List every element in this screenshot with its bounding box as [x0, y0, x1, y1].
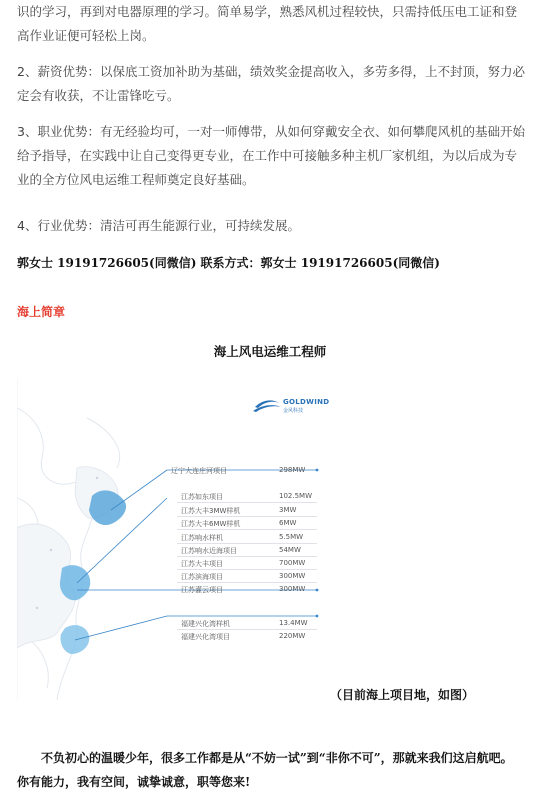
project-capacity: 298MW	[279, 466, 306, 474]
row-divider	[177, 516, 317, 517]
project-name: 江苏灌云项目	[181, 586, 223, 594]
closing-line-1: 不负初心的温暖少年，很多工作都是从“不妨一试”到“非你不可”，那就来我们这启航吧。	[41, 751, 513, 765]
figure-title: 海上风电运维工程师	[213, 344, 327, 359]
figure-caption: （目前海上项目地，如图）	[330, 688, 475, 702]
logo-text: GOLDWIND	[283, 398, 330, 406]
row-divider	[177, 502, 317, 503]
row-divider	[177, 629, 317, 630]
logo-subtext: 金风科技	[283, 408, 304, 414]
project-name: 江苏响水近海项目	[181, 547, 237, 555]
project-capacity: 3MW	[279, 506, 297, 514]
project-name: 福建兴化湾样机	[181, 620, 230, 628]
row-divider	[177, 582, 317, 583]
paragraph-industry-advantage: 4、行业优势：清洁可再生能源行业，可持续发展。	[17, 218, 300, 233]
project-capacity: 54MW	[279, 546, 301, 554]
project-capacity: 6MW	[279, 519, 297, 527]
paragraph-salary-advantage: 2、薪资优势：以保底工资加补助为基础，绩效奖金提高收入，多劳多得，上不封顶，努力必定会有收获，不让雷锋吃亏。	[17, 64, 525, 103]
project-capacity: 300MW	[279, 572, 306, 580]
project-capacity: 220MW	[279, 632, 306, 640]
row-divider	[177, 556, 317, 557]
goldwind-logo-icon	[253, 400, 281, 412]
jiangsu-region	[60, 565, 90, 600]
project-name: 江苏如东项目	[181, 493, 223, 501]
section-title: 海上简章	[17, 305, 66, 319]
contact-line: 郭女士 19191726605(同微信) 联系方式：郭女士 19191726605(同微信)	[17, 256, 440, 270]
project-name: 江苏响水样机	[181, 534, 223, 542]
project-name: 江苏大丰项目	[181, 560, 223, 568]
project-map-image	[17, 378, 330, 700]
project-name: 江苏大丰3MW样机	[181, 507, 241, 515]
project-capacity: 13.4MW	[279, 619, 308, 627]
closing-line-2: 你有能力，我有空间，诚挚诚意，职等您来!	[17, 775, 251, 789]
project-capacity: 102.5MW	[279, 492, 313, 500]
project-name: 江苏滨海项目	[181, 573, 223, 581]
project-name: 江苏大丰6MW样机	[181, 520, 241, 528]
project-capacity: 300MW	[279, 585, 306, 593]
fujian-region	[60, 625, 89, 654]
paragraph-intro-continued: 识的学习，再到对电器原理的学习。简单易学，熟悉风机过程较快，只需持低压电工证和登高作业证便可轻松上岗。	[17, 4, 518, 43]
project-capacity: 700MW	[279, 559, 306, 567]
liaoning-region	[89, 490, 126, 525]
paragraph-career-advantage: 3、职业优势：有无经验均可，一对一师傅带，从如何穿戴安全衣、如何攀爬风机的基础开始给予指导，在实践中让自己变得更专业，在工作中可接触多种主机厂家机组，为以后成为专业的全方位风电运维工程师奠定良好基础。	[17, 124, 525, 187]
project-name: 福建兴化湾项目	[181, 633, 230, 641]
row-divider	[177, 529, 317, 530]
project-capacity: 5.5MW	[279, 533, 304, 541]
row-divider	[177, 569, 317, 570]
row-divider	[177, 543, 317, 544]
project-name: 辽宁大连庄河项目	[171, 467, 227, 475]
